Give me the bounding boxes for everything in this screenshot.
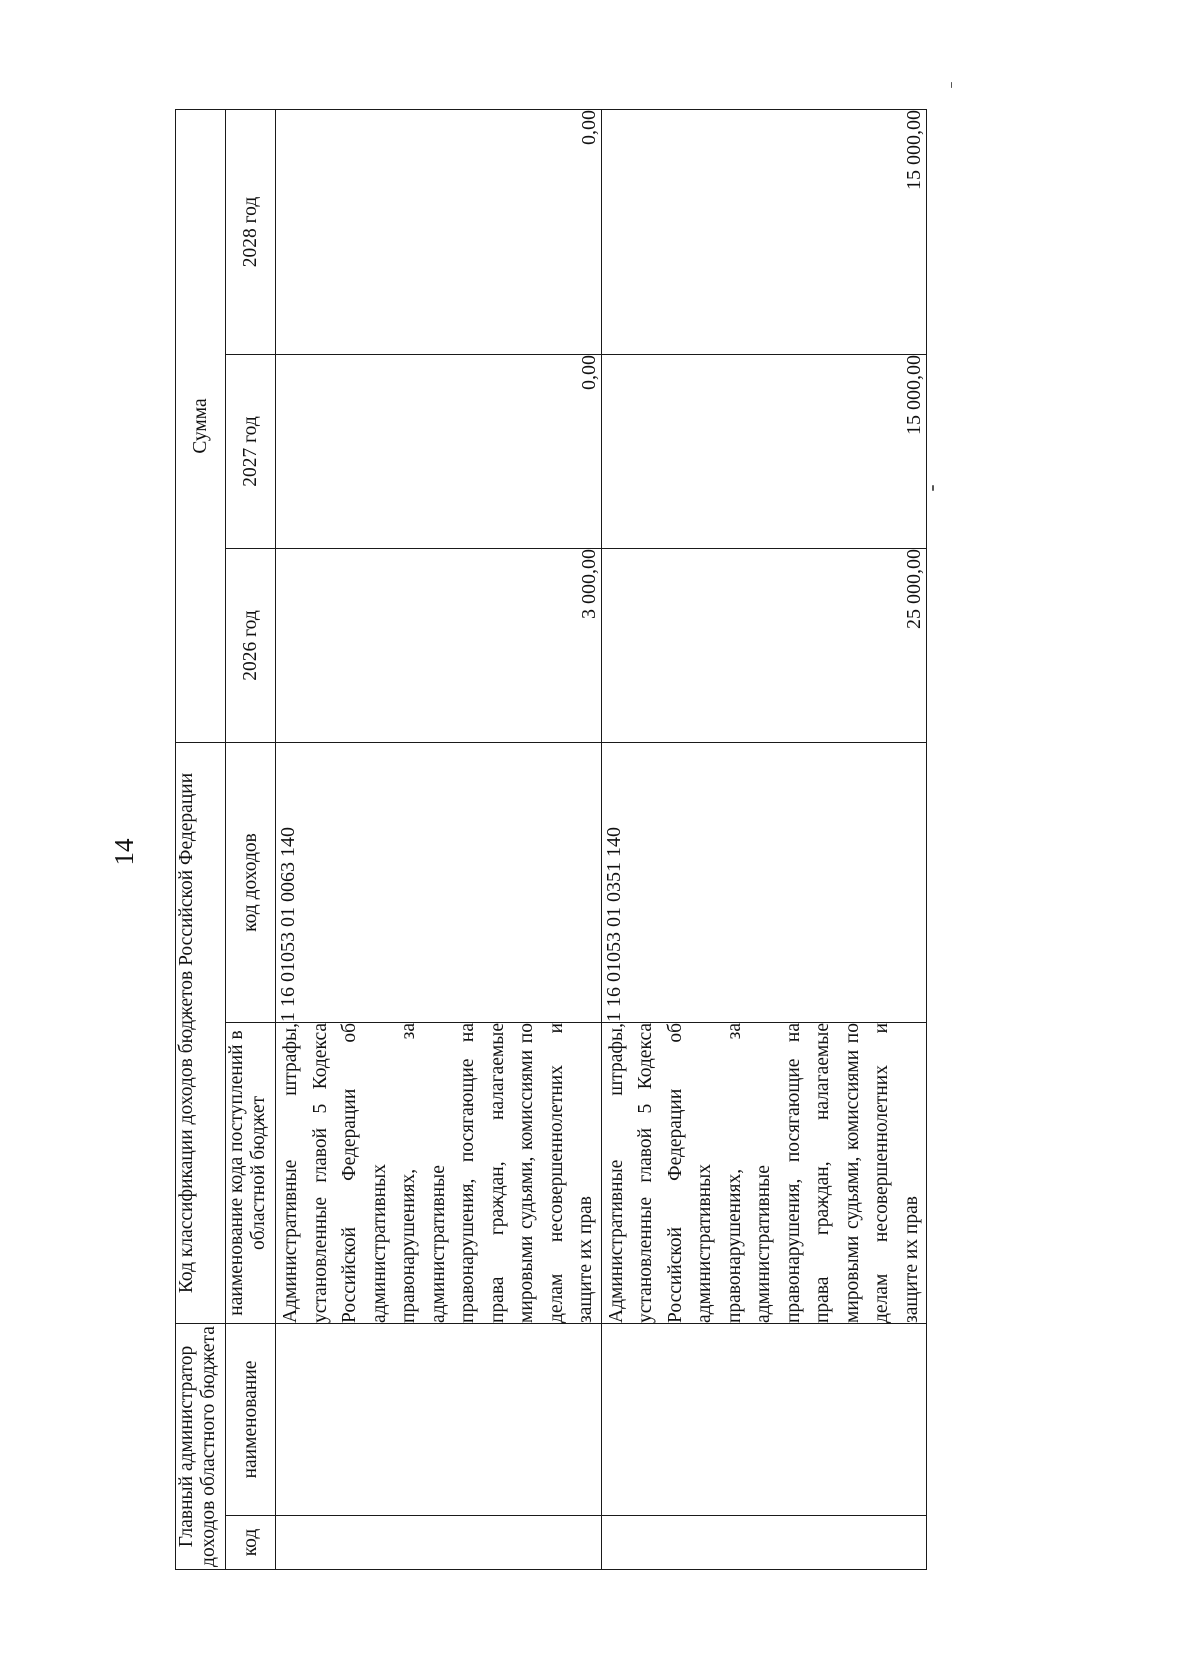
header-year-2026: 2026 год: [226, 549, 276, 743]
header-income-name: наименование кода поступлений в областной бюджет: [226, 1023, 276, 1324]
table-row: [276, 109, 602, 1569]
row-1-amount-2026: 3 000,00: [276, 549, 602, 743]
row-2-description: Административные штрафы, установленные главой 5 Кодекса Российской Федерации об административных правонарушениях, за административные правонарушения, посягающие на права граждан, налагаемые мировыми судьями, комиссиями по делам несовершеннолетних и защите их прав: [601, 1023, 927, 1324]
header-admin-code: код: [226, 1516, 276, 1570]
row-1-admin-code: [276, 1516, 602, 1570]
row-1-amount-2028: 0,00: [276, 109, 602, 354]
row-1-income-code: 1 16 01053 01 0063 140: [276, 743, 602, 1023]
header-classification: Код классификации доходов бюджетов Российской Федерации: [176, 743, 226, 1324]
header-sum: Сумма: [176, 109, 226, 742]
row-2-amount-2026: 25 000,00: [601, 549, 927, 743]
budget-income-table: [175, 109, 927, 1570]
row-2-income-code: 1 16 01053 01 0351 140: [601, 743, 927, 1023]
header-admin-name: наименование: [226, 1324, 276, 1516]
header-year-2028: 2028 год: [226, 109, 276, 354]
row-1-admin-name: [276, 1324, 602, 1516]
header-income-code: код доходов: [226, 743, 276, 1023]
row-1-amount-2027: 0,00: [276, 355, 602, 549]
header-administrator: Главный администратор доходов областного бюджета: [176, 1324, 226, 1570]
row-2-amount-2028: 15 000,00: [601, 109, 927, 354]
rotated-table-container: [175, 109, 925, 1570]
table-header-row-2: [226, 109, 276, 1569]
table-row: [601, 109, 927, 1569]
row-2-admin-code: [601, 1516, 927, 1570]
row-1-description: Административные штрафы, установленные главой 5 Кодекса Российской Федерации об административных правонарушениях, за административные правонарушения, посягающие на права граждан, налагаемые мировыми судьями, комиссиями по делам несовершеннолетних и защите их прав: [276, 1023, 602, 1324]
scan-speck: [932, 485, 934, 491]
page-number: 14: [109, 838, 139, 866]
row-2-amount-2027: 15 000,00: [601, 355, 927, 549]
header-year-2027: 2027 год: [226, 355, 276, 549]
row-2-admin-name: [601, 1324, 927, 1516]
scan-speck: [951, 82, 952, 88]
table-header-row-1: [176, 109, 226, 1569]
